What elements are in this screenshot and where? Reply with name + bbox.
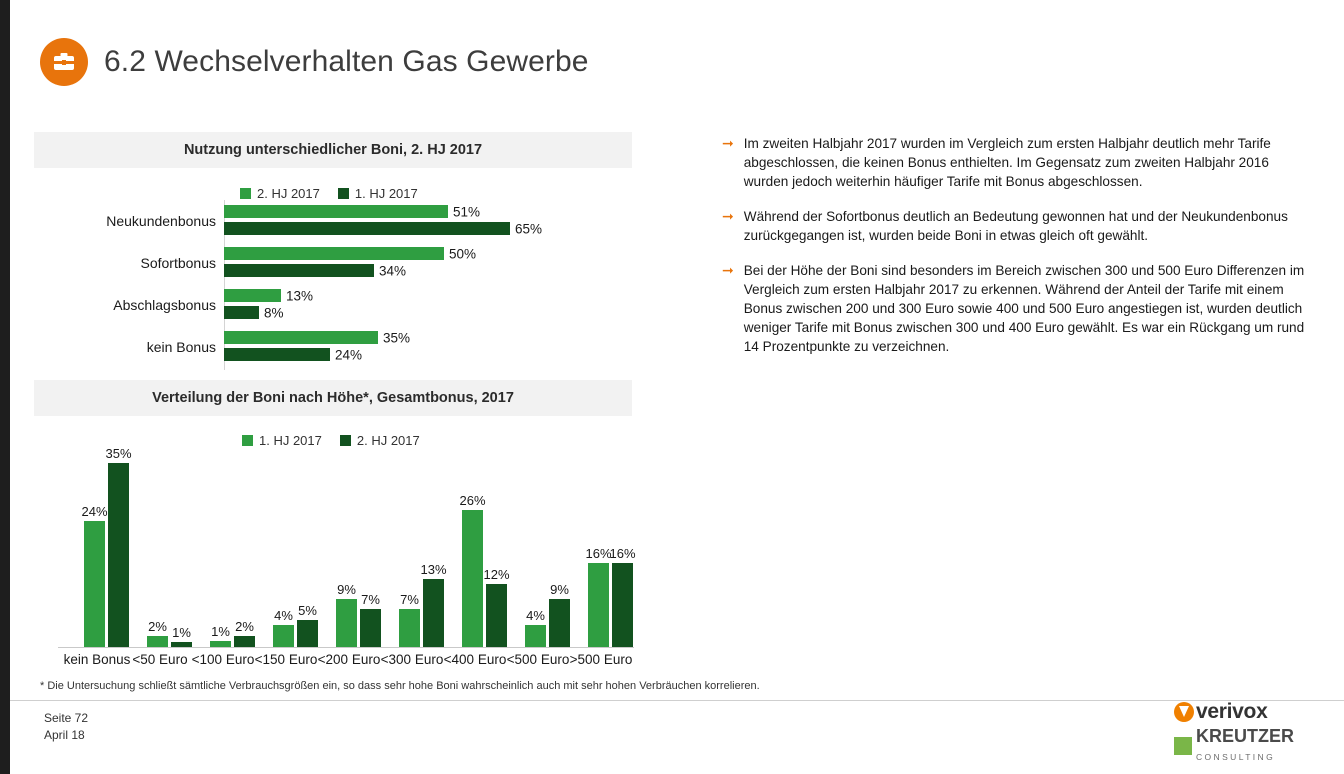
bar-value-label: 7% bbox=[400, 592, 419, 607]
bar-series1 bbox=[224, 247, 444, 260]
page-number: Seite 72 bbox=[44, 711, 89, 725]
insight-item bbox=[722, 207, 1312, 245]
legend-label: 2. HJ 2017 bbox=[257, 186, 320, 201]
chart1-row bbox=[34, 284, 634, 326]
bar-value-label: 7% bbox=[361, 592, 380, 607]
bar-series2 bbox=[224, 264, 374, 277]
chart2-plot bbox=[58, 448, 634, 648]
bar-series1 bbox=[224, 289, 281, 302]
legend-item bbox=[240, 186, 320, 201]
bar-series1 bbox=[224, 331, 378, 344]
chart-vertical-bonus-distribution bbox=[34, 430, 634, 680]
chart2-group bbox=[81, 446, 132, 647]
bar-value-label: 24% bbox=[335, 347, 363, 362]
bar-value-label: 13% bbox=[420, 562, 447, 577]
verivox-mark-icon bbox=[1174, 702, 1194, 722]
bar-value-label: 8% bbox=[264, 305, 284, 320]
chart2-category-label: <500 Euro bbox=[506, 652, 570, 667]
bar-value-label: 65% bbox=[515, 221, 543, 236]
chart2-group bbox=[399, 447, 447, 647]
insight-item bbox=[722, 134, 1312, 191]
chart2-group bbox=[210, 447, 255, 647]
kreutzer-mark-icon bbox=[1174, 737, 1192, 755]
insight-text: Bei der Höhe der Boni sind besonders im Bereich zwischen 300 und 500 Euro Differenzen im Vergleich zum ersten Halbjahr 2017 zu erkennen. Während der Anteil der Tarife mit einem Bonus zwischen 200 und 300 Euro sowie 400 und 500 Euro angestiegen ist, wurden deutlich weniger Tarife mit Bonus zwischen 300 und 400 Euro gewählt. Es war ein Rückgang um rund 14 Prozentpunkte zu verzeichnen. bbox=[743, 263, 1305, 354]
footer-divider bbox=[10, 700, 1344, 701]
bar-series1 bbox=[525, 608, 546, 647]
chart2-category-label: >500 Euro bbox=[569, 652, 633, 667]
chart1-row bbox=[34, 326, 634, 368]
chart2-category-label: <200 Euro bbox=[317, 652, 381, 667]
arrow-right-icon: ➞ bbox=[722, 262, 734, 278]
legend-swatch-icon bbox=[240, 188, 251, 199]
bar-value-label: 2% bbox=[148, 619, 167, 634]
bar-series1 bbox=[273, 608, 294, 647]
bar-value-label: 1% bbox=[172, 625, 191, 640]
bar-series2 bbox=[224, 306, 259, 319]
bar-series2 bbox=[483, 567, 510, 647]
chart1-category-label: Abschlagsbonus bbox=[113, 297, 216, 313]
insight-text: Im zweiten Halbjahr 2017 wurden im Vergleich zum ersten Halbjahr deutlich mehr Tarife abgeschlossen, die keinen Bonus enthielten. Im Gegensatz zum zweiten Halbjahr 2016 wurden jedoch weiterhin häufiger Tarife mit Bonus abgeschlossen. bbox=[743, 136, 1271, 189]
bar-value-label: 13% bbox=[286, 288, 314, 303]
bar-series2 bbox=[549, 582, 570, 647]
bar-series1 bbox=[399, 592, 420, 647]
chart1-legend bbox=[240, 186, 418, 201]
bar-value-label: 1% bbox=[211, 624, 230, 639]
kreutzer-logo bbox=[1174, 727, 1304, 765]
verivox-logo-text: verivox bbox=[1196, 700, 1268, 723]
bar-series1 bbox=[459, 493, 486, 647]
legend-item bbox=[338, 186, 418, 201]
bar-value-label: 4% bbox=[274, 608, 293, 623]
bar-value-label: 16% bbox=[609, 546, 636, 561]
insight-text: Während der Sofortbonus deutlich an Bedeutung gewonnen hat und der Neukundenbonus zurückgegangen ist, wurden beide Boni in etwas gleich oft gewählt. bbox=[743, 209, 1288, 243]
chart2-category-label: <50 Euro bbox=[132, 652, 188, 667]
bar-value-label: 4% bbox=[526, 608, 545, 623]
bar-series2 bbox=[224, 348, 330, 361]
bar-series2 bbox=[224, 222, 510, 235]
chart1-category-label: Sofortbonus bbox=[140, 255, 216, 271]
kreutzer-logo-subtext: CONSULTING bbox=[1196, 752, 1276, 762]
page-header bbox=[40, 38, 589, 86]
logo-area bbox=[1174, 700, 1304, 765]
page-title: 6.2 Wechselverhalten Gas Gewerbe bbox=[104, 45, 589, 78]
chart1-row bbox=[34, 200, 634, 242]
bar-value-label: 26% bbox=[459, 493, 486, 508]
kreutzer-logo-text: KREUTZER bbox=[1196, 726, 1294, 746]
chart2-group bbox=[273, 447, 318, 647]
bar-series2 bbox=[234, 619, 255, 647]
legend-label: 1. HJ 2017 bbox=[354, 186, 418, 201]
bar-series2 bbox=[609, 546, 636, 647]
bar-value-label: 9% bbox=[550, 582, 569, 597]
chart2-category-label: <400 Euro bbox=[443, 652, 507, 667]
footer-meta bbox=[44, 710, 88, 744]
bar-value-label: 35% bbox=[383, 330, 411, 345]
arrow-right-icon: ➞ bbox=[722, 208, 734, 224]
bar-series1 bbox=[224, 205, 448, 218]
bar-series1 bbox=[210, 624, 231, 647]
chart2-category-label: <100 Euro bbox=[191, 652, 255, 667]
bar-value-label: 2% bbox=[235, 619, 254, 634]
bar-series1 bbox=[336, 582, 357, 647]
chart2-category-label: <150 Euro bbox=[254, 652, 318, 667]
left-accent-bar bbox=[0, 0, 10, 774]
chart-horizontal-bonus-usage bbox=[34, 200, 634, 370]
briefcase-icon bbox=[40, 38, 88, 86]
chart1-category-label: Neukundenbonus bbox=[106, 213, 216, 229]
bar-series1 bbox=[81, 504, 108, 647]
legend-label: 1. HJ 2017 bbox=[259, 433, 322, 448]
chart2-category-label: kein Bonus bbox=[63, 652, 131, 667]
chart2-title: Verteilung der Boni nach Höhe*, Gesamtbonus, 2017 bbox=[152, 390, 514, 406]
bar-value-label: 35% bbox=[105, 446, 132, 461]
bar-series2 bbox=[360, 592, 381, 647]
bar-series2 bbox=[420, 562, 447, 647]
chart1-row bbox=[34, 242, 634, 284]
bar-series2 bbox=[297, 603, 318, 647]
chart2-title-band bbox=[34, 380, 632, 416]
legend-label: 2. HJ 2017 bbox=[356, 433, 420, 448]
bar-series1 bbox=[585, 546, 612, 647]
chart2-category-label: <300 Euro bbox=[380, 652, 444, 667]
bar-series1 bbox=[147, 619, 168, 647]
legend-swatch-icon bbox=[338, 188, 349, 199]
chart2-group bbox=[336, 447, 381, 647]
bar-value-label: 9% bbox=[337, 582, 356, 597]
chart2-group bbox=[525, 447, 570, 647]
bar-value-label: 16% bbox=[585, 546, 612, 561]
chart2-group bbox=[459, 447, 510, 647]
bar-value-label: 12% bbox=[483, 567, 510, 582]
bar-value-label: 5% bbox=[298, 603, 317, 618]
chart1-title: Nutzung unterschiedlicher Boni, 2. HJ 2017 bbox=[183, 142, 483, 158]
bar-value-label: 34% bbox=[379, 263, 407, 278]
chart1-category-label: kein Bonus bbox=[146, 339, 216, 355]
verivox-logo bbox=[1174, 700, 1304, 724]
chart1-title-band bbox=[34, 132, 632, 168]
bar-value-label: 24% bbox=[81, 504, 108, 519]
insight-item bbox=[722, 261, 1312, 356]
chart-footnote: * Die Untersuchung schließt sämtliche Verbrauchsgrößen ein, so dass sehr hohe Boni wahrscheinlich auch mit sehr hohen Verbräuchen korrelieren. bbox=[40, 680, 760, 692]
insights-list bbox=[722, 134, 1312, 372]
bar-value-label: 51% bbox=[453, 204, 481, 219]
chart2-group bbox=[147, 447, 192, 647]
bar-value-label: 50% bbox=[449, 246, 477, 261]
chart2-group bbox=[585, 447, 636, 647]
bar-series2 bbox=[105, 446, 132, 647]
arrow-right-icon: ➞ bbox=[722, 135, 734, 151]
bar-series2 bbox=[171, 625, 192, 647]
footer-date: April 18 bbox=[44, 728, 85, 742]
